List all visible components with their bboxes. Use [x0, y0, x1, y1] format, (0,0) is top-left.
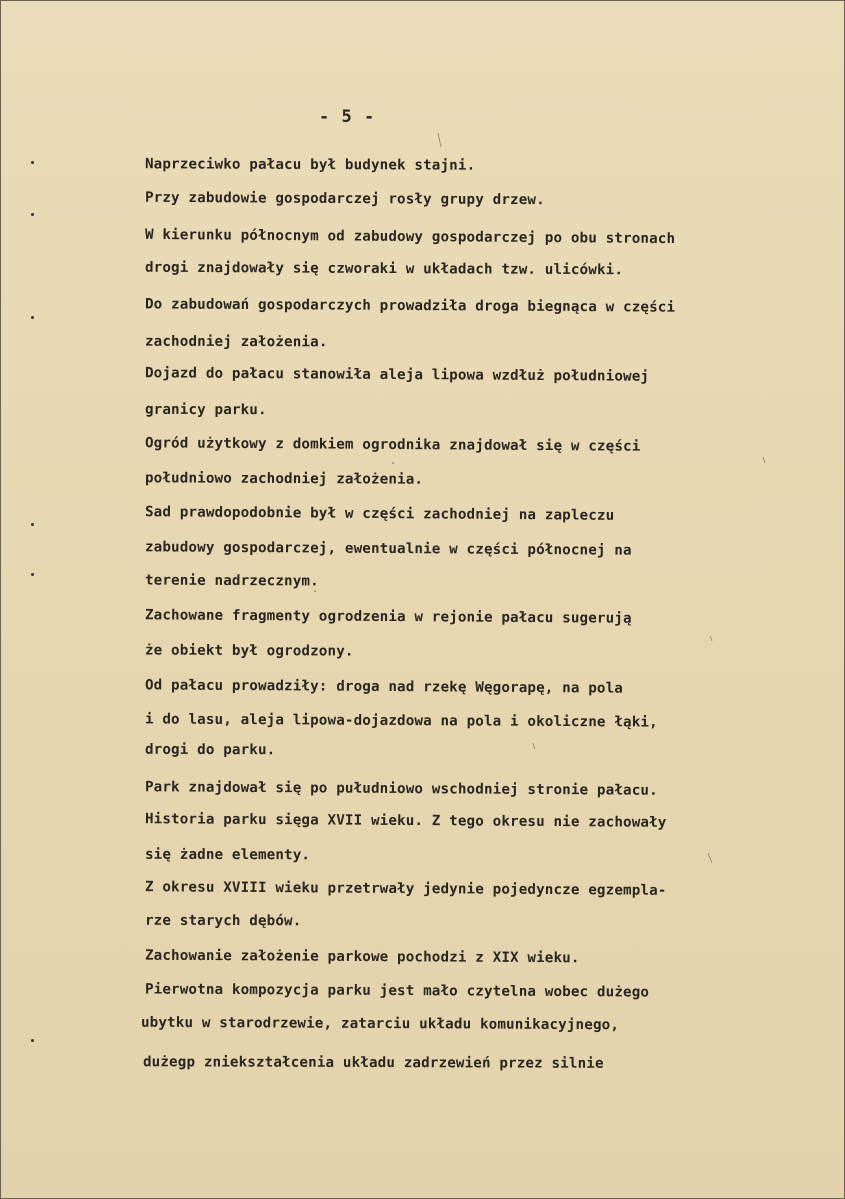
- text-line: terenie nadrzecznym.: [144, 572, 319, 590]
- page-number: - 5 -: [319, 107, 376, 127]
- text-line: drogi do parku.: [144, 741, 276, 759]
- text-line: Z okresu XVIII wieku przetrwały jedynie pojedyncze egzempla-: [144, 879, 667, 899]
- text-line: Dojazd do pałacu stanowiła aleja lipowa wzdłuż południowej: [144, 365, 650, 385]
- text-line: Przy zabudowie gospodarczej rosły grupy drzew.: [144, 189, 545, 209]
- text-line: Ogród użytkowy z domkiem ogrodnika znajdował się w części: [144, 435, 641, 455]
- binding-hole-mark: [31, 213, 34, 216]
- text-line: południowo zachodniej założenia.: [144, 470, 424, 488]
- text-line: Od pałacu prowadziły: droga nad rzekę Węgorapę, na pola: [144, 677, 624, 697]
- text-line: drogi znajdowały się czworaki w układach tzw. ulicówki.: [144, 259, 624, 279]
- text-line: Naprzeciwko pałacu był budynek stajni.: [144, 156, 476, 174]
- text-line: ubytku w starodrzewie, zatarciu układu komunikacyjnego,: [140, 1014, 620, 1034]
- text-line: Do zabudowań gospodarczych prowadziła droga biegnąca w części: [144, 296, 676, 316]
- text-line: Pierwotna kompozycja parku jest mało czytelna wobec dużego: [144, 981, 650, 1001]
- text-line: zabudowy gospodarczej, ewentualnie w części północnej na: [144, 539, 632, 559]
- text-line: Zachowane fragmenty ogrodzenia w rejonie pałacu sugerują: [144, 607, 632, 627]
- text-line: Zachowanie założenie parkowe pochodzi z XIX wieku.: [144, 947, 580, 967]
- text-line: rze starych dębów.: [144, 912, 302, 930]
- text-line: że obiekt był ogrodzony.: [144, 642, 354, 660]
- binding-hole-mark: [31, 573, 34, 576]
- binding-hole-mark: [31, 1039, 34, 1042]
- text-line: dużegp zniekształcenia układu zadrzewień przez silnie: [142, 1054, 604, 1072]
- text-line: granicy parku.: [144, 401, 267, 419]
- text-line: zachodniej założenia.: [144, 333, 328, 351]
- text-line: W kierunku północnym od zabudowy gospodarczej po obu stronach: [144, 226, 676, 248]
- text-line: się żadne elementy.: [144, 846, 311, 864]
- binding-hole-mark: [31, 316, 34, 319]
- text-line: Historia parku sięga XVII wieku. Z tego okresu nie zachowały: [144, 811, 667, 831]
- binding-hole-mark: [31, 523, 34, 526]
- text-line: i do lasu, aleja lipowa-dojazdowa na pola i okoliczne łąki,: [144, 711, 658, 731]
- text-line: Sad prawdopodobnie był w części zachodniej na zapleczu: [144, 504, 615, 524]
- text-line: Park znajdował się po pułudniowo wschodniej stronie pałacu.: [144, 779, 658, 799]
- binding-hole-mark: [31, 161, 34, 164]
